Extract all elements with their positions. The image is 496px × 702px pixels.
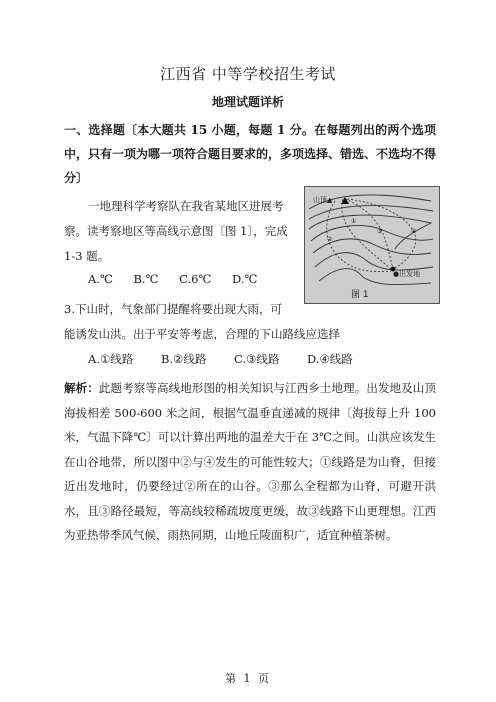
svg-text:②: ② — [327, 236, 333, 243]
intro-paragraph — [64, 194, 296, 269]
figure-caption: 图 1 — [351, 290, 369, 300]
peak-label: 山顶▲ — [313, 196, 333, 204]
q3-option-a: A.①线路 — [88, 352, 134, 366]
option-d: D.℃ — [232, 272, 258, 286]
question-3-line-1: 3.下山时，气象部门提醒将要出现大雨，可 — [64, 302, 282, 316]
question-3-line-2: 能诱发山洪。出于平安等考虑，合理的下山路线应选择 — [64, 327, 340, 341]
page-number: 第 1 页 — [225, 672, 271, 685]
q3-option-c: C.③线路 — [234, 352, 280, 366]
contour-map-figure — [304, 186, 440, 304]
analysis-lead: 解析： — [64, 381, 99, 395]
question-options-1 — [88, 272, 274, 286]
svg-text:③: ③ — [377, 228, 383, 235]
svg-text:①: ① — [351, 218, 357, 225]
q3-option-b: B.②线路 — [160, 352, 207, 366]
svg-text:④: ④ — [411, 228, 417, 235]
page-title: 江西省 中等学校招生考试 — [160, 65, 336, 83]
question-options-3 — [88, 351, 377, 367]
analysis-paragraph — [64, 376, 436, 548]
section-heading: 一、选择题〔本大题共 15 小题，每题 1 分。在每题列出的两个选项中，只有一项为哪一项符合题目要求的，多项选择、错选、不选均不得分〕 — [64, 123, 437, 185]
option-b: B.℃ — [133, 272, 159, 286]
start-point-label: ●出发地 — [393, 270, 421, 278]
q3-option-d: D.④线路 — [307, 352, 353, 366]
option-c: C.6℃ — [179, 272, 212, 286]
page-subtitle: 地理试题详析 — [211, 95, 284, 109]
intro-text: 一地理科学考察队在我省某地区进展考察。读考察地区等高线示意图〔图 1〕，完成 1-3 题。 — [64, 199, 288, 263]
option-a: A.℃ — [88, 272, 113, 286]
analysis-text: 此题考察等高线地形图的相关知识与江西乡土地理。出发地及山顶海拔相差 500-600 米之间，根据气温垂直递减的规律〔海拔每上升 100 米，气温下降℃〕可以计算出两地的温差大于在 3℃之间。山洪应该发生在山谷地带，所以图中②与④发生的可能性较大；①线路是为山脊，但接近出发地时，仍要经过②所在的山谷。③那么全程都为山脊，可避开洪水，且③路径最短，等高线较稀疏坡度更缓，故③线路下山更理想。江西为亚热带季风气候，雨热同期，山地丘陵面积广，适宜种植茶树。 — [64, 381, 436, 542]
